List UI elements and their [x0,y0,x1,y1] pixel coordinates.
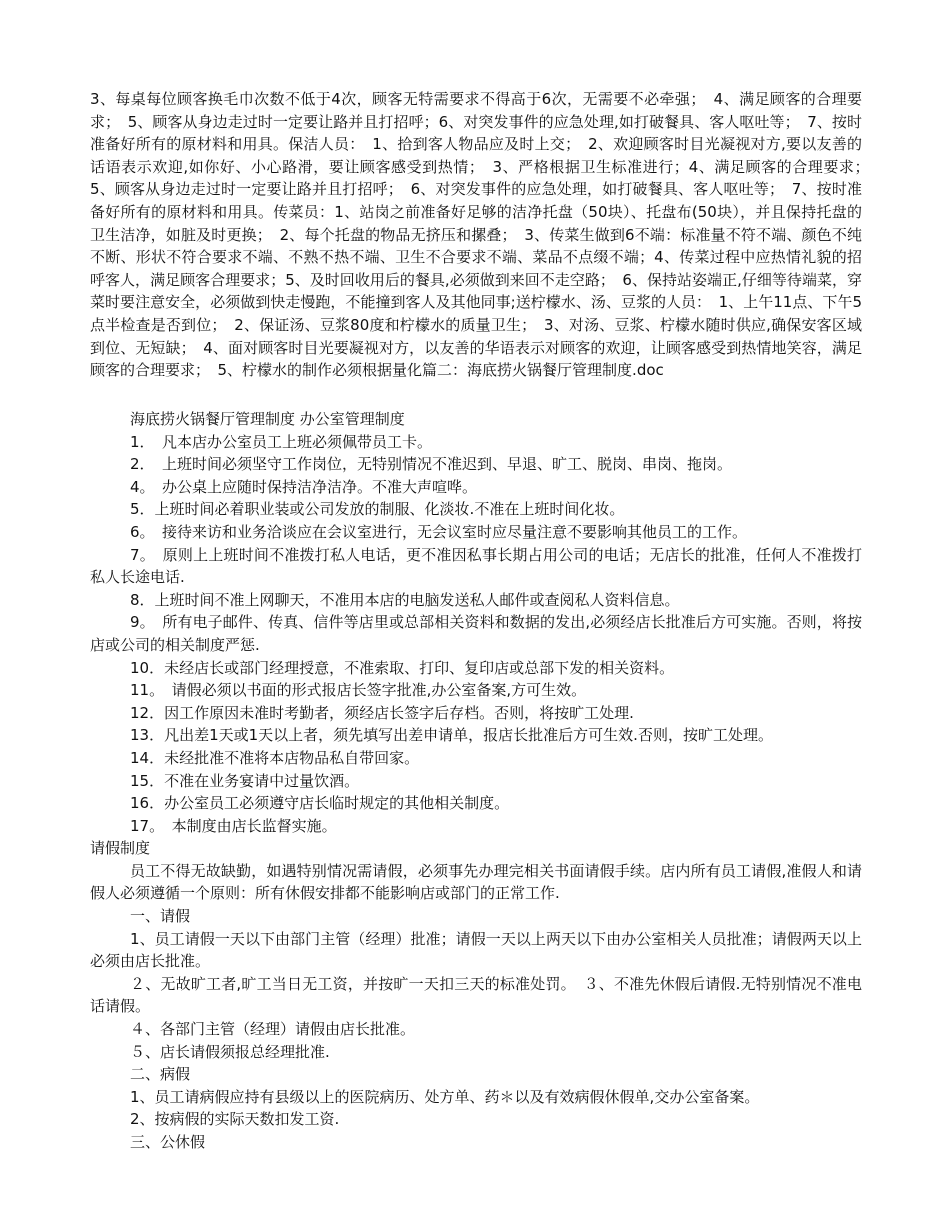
rule-item: 1． 凡本店办公室员工上班必须佩带员工卡。 [130,432,433,451]
rule-item: 15．不准在业务宴请中过量饮酒。 [130,771,360,790]
leave-item: 1、员工请假一天以下由部门主管（经理）批准；请假一天以上两天以下由办公室相关人员批准；请假两天以上必须由店长批准。 [90,929,862,971]
rule-item: 4。 办公桌上应随时保持洁净洁净。不准大声喧哗。 [130,477,478,496]
leave-policy-intro: 员工不得无故缺勤，如遇特别情况需请假，必须事先办理完相关书面请假手续。店内所有员工请假,准假人和请假人必须遵循一个原则：所有休假安排都不能影响店或部门的正常工作. [90,861,862,903]
section-heading: 海底捞火锅餐厅管理制度 办公室管理制度 [130,410,405,428]
leave-item: ４、各部门主管（经理）请假由店长批准。 [130,1020,416,1039]
rule-item: 11。 请假必须以书面的形式报店长签字批准,办公室备案,方可生效。 [130,681,587,700]
rule-item: 6。 接待来访和业务洽谈应在会议室进行，无会议室时应尽量注意不要影响其他员工的工作。 [130,522,748,541]
sick-leave-item: 1、员工请病假应持有县级以上的医院病历、处方单、药＊以及有效病假休假单,交办公室备案。 [130,1087,760,1106]
rule-item: 17。 本制度由店长监督实施。 [130,816,337,835]
sick-leave-item: 2、按病假的实际天数扣发工资. [130,1110,340,1129]
rule-item: 8．上班时间不准上网聊天，不准用本店的电脑发送私人邮件或查阅私人资料信息。 [130,590,680,609]
rule-item: 13．凡出差1天或1天以上者，须先填写出差申请单，报店长批准后方可生效.否则，按旷工处理。 [130,726,773,745]
rule-item: 12．因工作原因未准时考勤者，须经店长签字后存档。否则，将按旷工处理. [130,703,634,722]
public-holiday-heading: 三、公休假 [130,1133,206,1151]
sick-leave-heading: 二、病假 [130,1065,191,1084]
leave-policy-title: 请假制度 [90,839,151,858]
rule-item: 5．上班时间必着职业装或公司发放的制服、化淡妆.不准在上班时间化妆。 [130,500,625,519]
rule-item: 14．未经批准不准将本店物品私自带回家。 [130,748,420,767]
leave-item: ２、无故旷工者,旷工当日无工资，并按旷一天扣三天的标准处罚。 ３、不准先休假后请假.无特别情况不准电话请假。 [90,974,862,1016]
rule-item: 16．办公室员工必须遵守店长临时规定的其他相关制度。 [130,794,510,813]
leave-item: ５、店长请假须报总经理批准. [130,1042,330,1061]
rule-item: 10．未经店长或部门经理授意，不准索取、打印、复印店或总部下发的相关资料。 [130,658,675,677]
leave-section-heading: 一、请假 [130,907,191,926]
rule-item: 9。 所有电子邮件、传真、信件等店里或总部相关资料和数据的发出,必须经店长批准后方可实施。否则，将按店或公司的相关制度严惩. [90,613,862,654]
rule-item: 2． 上班时间必须坚守工作岗位，无特别情况不准迟到、早退、旷工、脱岗、串岗、拖岗。 [130,455,733,474]
rule-item: 7。 原则上上班时间不准拨打私人电话，更不准因私事长期占用公司的电话；无店长的批准，任何人不准拨打私人长途电话. [90,545,862,587]
regulations-body [90,408,862,1154]
intro-paragraph: 3、每桌每位顾客换毛巾次数不低于4次，顾客无特需要求不得高于6次，无需要不必牵强； 4、满足顾客的合理要求； 5、顾客从身边走过时一定要让路并且打招呼；6、对突发事件的应急处理,如打破餐具、客人呕吐等； 7、按时准备好所有的原材料和用具。保洁人员： 1、拾到客人物品应及时上交； 2、欢迎顾客时目光凝视对方,要以友善的话语表示欢迎,如你好、小心路滑，要让顾客感受到热情； 3、严格根据卫生标准进行；4、满足顾客的合理要求； 5、顾客从身边走过时一定要让路并且打招呼； 6、对突发事件的应急处理，如打破餐具、客人呕吐等； 7、按时准备好所有的原材料和用具。传菜员：1、站岗之前准备好足够的洁净托盘（50块）、托盘布(50块），并且保持托盘的卫生洁净，如脏及时更换； 2、每个托盘的物品无挤压和摞叠； 3、传菜生做到6不端：标准量不符不端、颜色不纯不断、形状不符合要求不端、不熟不热不端、卫生不合要求不端、菜品不点缀不端；4、传菜过程中应热情礼貌的招呼客人，满足顾客合理要求；5、及时回收用后的餐具,必须做到来回不走空路； 6、保持站姿端正,仔细等待端菜，穿菜时要注意安全，必须做到快走慢跑，不能撞到客人及其他同事;送柠檬水、汤、豆浆的人员： 1、上午11点、下午5点半检查是否到位； 2、保证汤、豆浆80度和柠檬水的质量卫生； 3、对汤、豆浆、柠檬水随时供应,确保安客区域到位、无短缺； 4、面对顾客时目光要凝视对方，以友善的华语表示对顾客的欢迎，让顾客感受到热情地笑容，满足顾客的合理要求； 5、柠檬水的制作必须根据量化篇二：海底捞火锅餐厅管理制度.doc [90,90,878,380]
